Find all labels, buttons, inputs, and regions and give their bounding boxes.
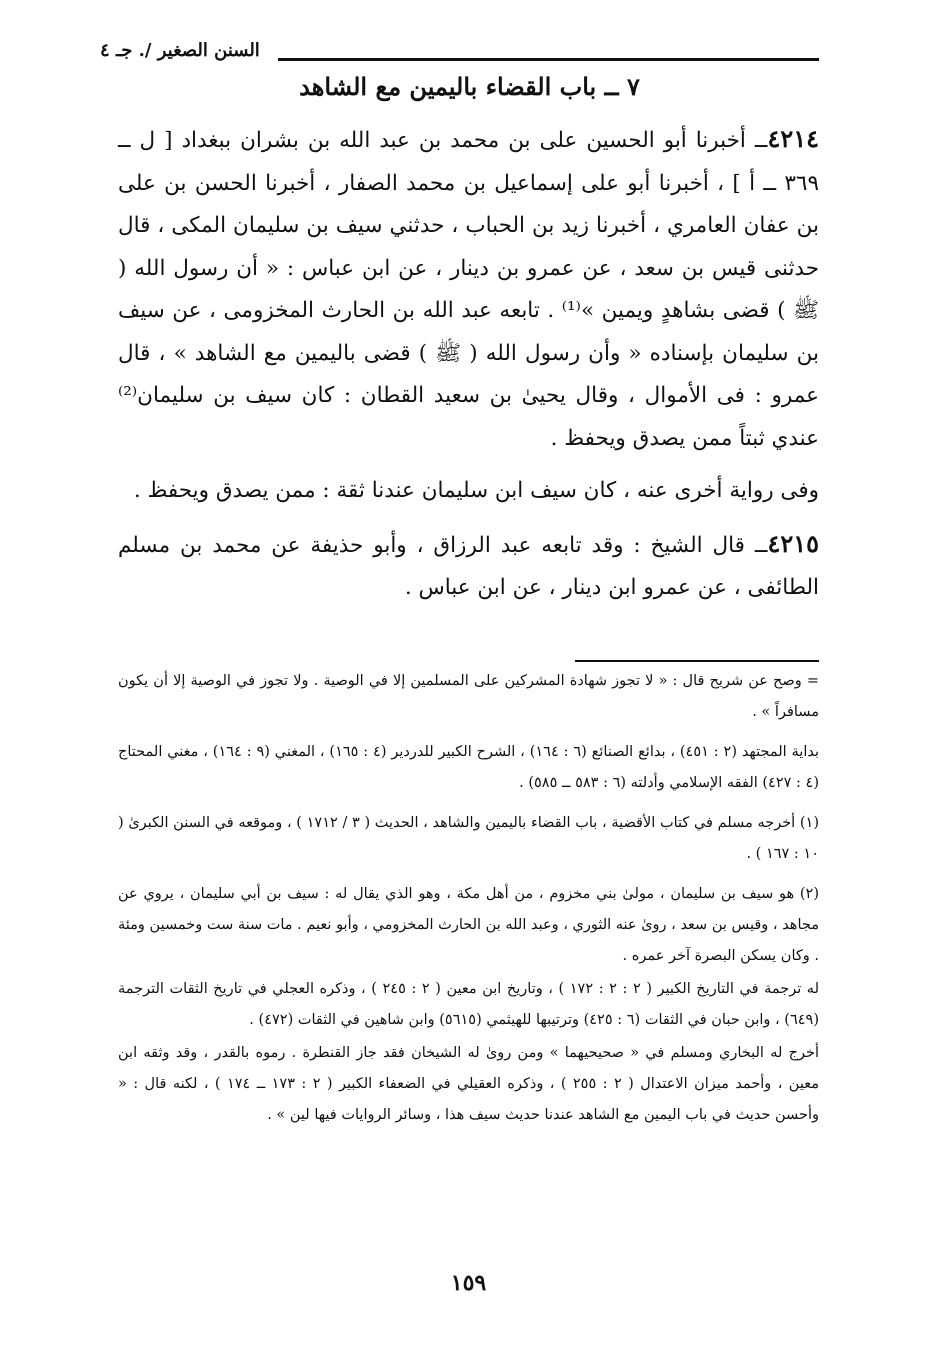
footnote-2-biography: له ترجمة في التاريخ الكبير ( ٢ : ٢ : ١٧٢ ) ، وتاريخ ابن معين ( ٢ : ٢٤٥ ) ، وذكره العجلي في تاريخ الثقات الترجمة (٦٤٩) ، وابن حبان في الثقات (٦ : ٤٢٥) وترتيبها للهيثمي (٥٦١٥) وابن شاهين في الثقات (٤٧٢) . bbox=[118, 981, 819, 1028]
hadith-paragraph bbox=[118, 523, 819, 610]
footnote-2-assessment: أخرج له البخاري ومسلم في « صحيحيهما » ومن روىٰ له الشيخان فقد جاز القنطرة . رموه بالقدر ، وقد وثقه ابن معين ، وأحمد ميزان الاعتدال ( ٢ : ٢٥٥ ) ، وذكره العقيلي في الضعفاء الكبير ( ٢ : ١٧٣ ــ ١٧٤ ) ، لكنه قال : « وأحسن حديث في باب اليمين مع الشاهد عندنا حديث سيف هذا ، وسائر الروايات فيها لين » . bbox=[118, 1045, 819, 1123]
chapter-title: ٧ ــ باب القضاء باليمين مع الشاهد bbox=[299, 72, 640, 101]
page-number: ١٥٩ bbox=[450, 1270, 487, 1296]
footnote-continuation: = وصح عن شريح قال : « لا تجوز شهادة المشركين على المسلمين إلا في الوصية . ولا تجوز في الوصية إلا أن يكون مسافراً » . bbox=[118, 673, 819, 720]
narration-paragraph bbox=[118, 470, 819, 513]
narration-text: وفى رواية أخرى عنه ، كان سيف ابن سليمان عندنا ثقة : ممن يصدق ويحفظ . bbox=[133, 478, 819, 503]
running-head: السنن الصغير /. جـ ٤ bbox=[100, 40, 260, 61]
footnote-references: بداية المجتهد (٢ : ٤٥١) ، بدائع الصنائع (٦ : ١٦٤) ، الشرح الكبير للدردير (٤ : ١٦٥) ، المغني (٩ : ١٦٤) ، مغني المحتاج (٤ : ٤٢٧) الفقه الإسلامي وأدلته (٦ : ٥٨٣ ــ ٥٨٥) . bbox=[118, 744, 820, 791]
hadith-text: ــ قال الشيخ : وقد تابعه عبد الرزاق ، وأبو حذيفة عن محمد بن مسلم الطائفى ، عن عمرو ابن دينار ، عن ابن عباس . bbox=[118, 532, 819, 600]
footnote-rule bbox=[575, 660, 819, 662]
footnotes bbox=[118, 660, 819, 1140]
hadith-paragraph bbox=[118, 118, 819, 460]
page-header bbox=[100, 40, 819, 70]
footnote-2: (٢) هو سيف بن سليمان ، مولىٰ بني مخزوم ، من أهل مكة ، وهو الذي يقال له : سيف بن أبي سليمان ، يروي عن مجاهد ، وقيس بن سعد ، روىٰ عنه الثوري ، وعبد الله بن الحارث المخزومي ، وأبو نعيم . مات سنة ست وخمسين ومئة . وكان يسكن البصرة آخر عمره . bbox=[118, 886, 819, 964]
main-text bbox=[118, 118, 819, 616]
hadith-number: ٤٢١٥ bbox=[767, 528, 819, 558]
hadith-text: ــ أخبرنا أبو الحسين على بن محمد بن عبد الله بن بشران ببغداد [ ل ــ ٣٦٩ ــ أ ] ، أخبرنا أبو على إسماعيل بن محمد الصفار ، أخبرنا الحسن بن على بن عفان العامري ، أخبرنا زيد بن الحباب ، حدثني سيف بن سليمان المكى ، قال حدثنى قيس بن سعد ، عن عمرو بن دينار ، عن ابن عباس : « أن رسول الله ( ﷺ ) قضى بشاهدٍ ويمين »⁽¹⁾ . تابعه عبد الله بن الحارث المخزومى ، عن سيف بن سليمان بإسناده « وأن رسول الله ( ﷺ ) قضى باليمين مع الشاهد » ، قال عمرو : فى الأموال ، وقال يحيىٰ بن سعيد القطان : كان سيف بن سليمان⁽²⁾ عندي ثبتاً ممن يصدق ويحفظ . bbox=[118, 128, 819, 451]
hadith-number: ٤٢١٤ bbox=[767, 124, 819, 153]
header-rule bbox=[278, 58, 819, 61]
footnote-1: (١) أخرجه مسلم في كتاب الأقضية ، باب القضاء باليمين والشاهد ، الحديث ( ٣ / ١٧١٢ ) ، وموقعه في السنن الكبرىٰ ( ١٠ : ١٦٧ ) . bbox=[118, 815, 819, 862]
